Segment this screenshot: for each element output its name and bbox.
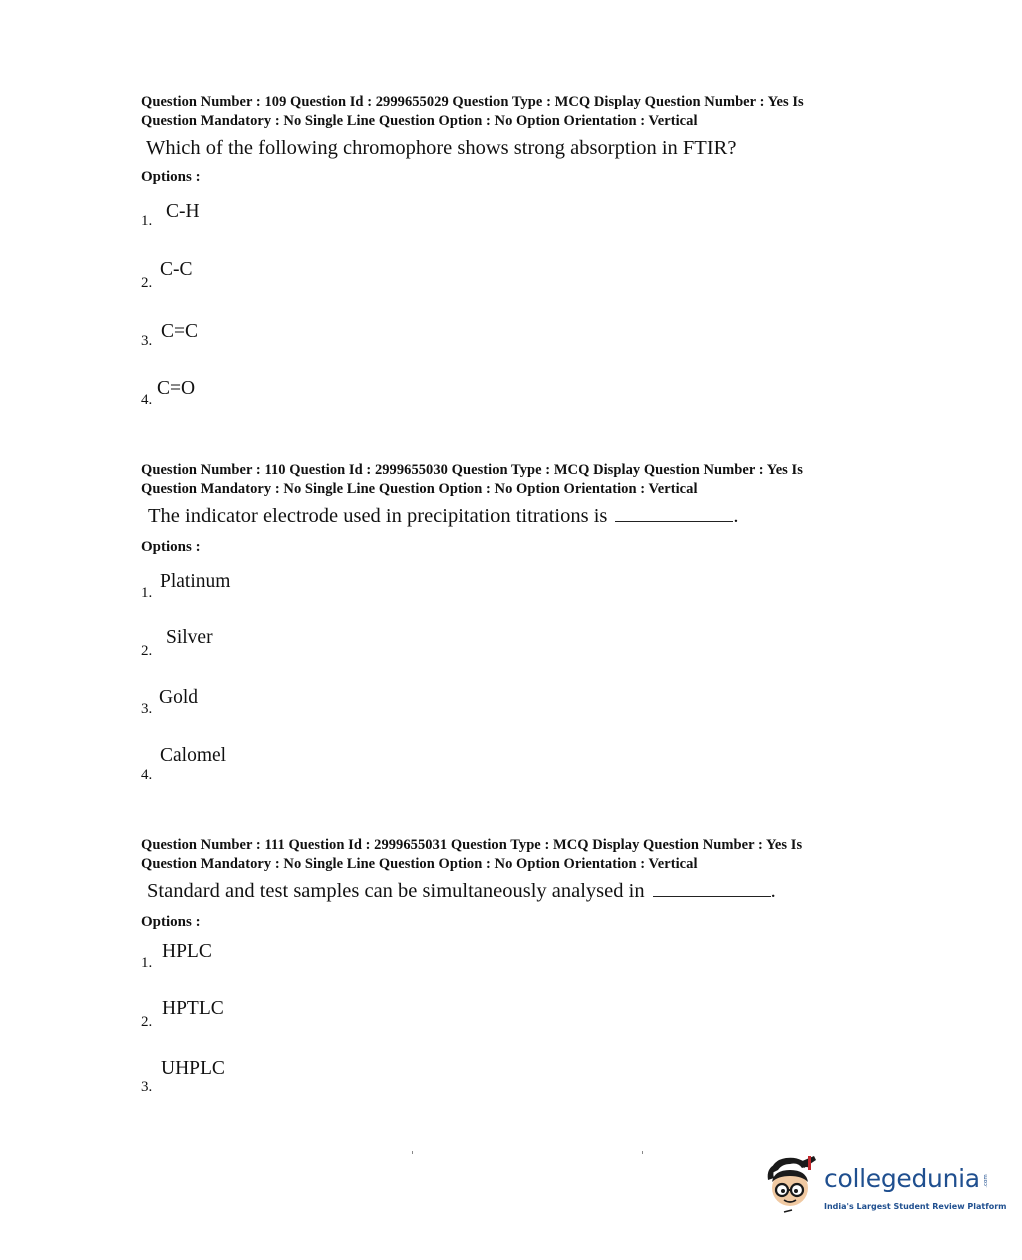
question-meta bbox=[141, 836, 901, 874]
question-109 bbox=[141, 93, 901, 408]
question-meta-line-2: Question Mandatory : No Single Line Question Option : No Option Orientation : Vertical bbox=[141, 481, 698, 497]
option-number: 1. bbox=[141, 213, 153, 229]
option-text: Platinum bbox=[160, 571, 231, 592]
logo-wordmark: collegedunia bbox=[824, 1164, 980, 1193]
logo-suffix: .com bbox=[982, 1174, 989, 1188]
question-text-line bbox=[147, 878, 901, 904]
scan-mark bbox=[642, 1151, 643, 1154]
option-number: 2. bbox=[141, 275, 153, 291]
collegedunia-logo bbox=[762, 1152, 1007, 1222]
question-meta-line-2: Question Mandatory : No Single Line Question Option : No Option Orientation : Vertical bbox=[141, 856, 698, 872]
option-number: 3. bbox=[141, 1079, 153, 1095]
question-text: Which of the following chromophore shows strong absorption in FTIR? bbox=[146, 137, 737, 159]
option-text: UHPLC bbox=[161, 1058, 225, 1079]
question-111 bbox=[141, 836, 901, 1095]
question-meta bbox=[141, 93, 901, 131]
option-number: 4. bbox=[141, 392, 153, 408]
option-text: C-H bbox=[166, 201, 200, 222]
option-number: 3. bbox=[141, 333, 153, 349]
question-end-punct: . bbox=[770, 880, 776, 902]
question-meta-line-1: Question Number : 109 Question Id : 2999655029 Question Type : MCQ Display Question Number : Yes Is bbox=[141, 94, 804, 110]
question-110 bbox=[141, 461, 901, 783]
answer-blank bbox=[615, 503, 733, 522]
option-text: HPTLC bbox=[162, 998, 224, 1019]
option-number: 2. bbox=[141, 1014, 153, 1030]
option-text: C-C bbox=[160, 259, 193, 280]
option-number: 3. bbox=[141, 701, 153, 717]
options-label: Options : bbox=[141, 914, 201, 930]
option-text: C=C bbox=[161, 321, 199, 342]
options-label: Options : bbox=[141, 169, 201, 185]
question-meta-line-2: Question Mandatory : No Single Line Question Option : No Option Orientation : Vertical bbox=[141, 113, 698, 129]
option-text: C=O bbox=[157, 378, 196, 399]
question-text: The indicator electrode used in precipitation titrations is bbox=[148, 505, 608, 527]
options-label: Options : bbox=[141, 539, 201, 555]
question-text-line bbox=[148, 503, 901, 529]
question-meta bbox=[141, 461, 901, 499]
mascot-icon bbox=[762, 1152, 822, 1222]
option-text: Silver bbox=[166, 627, 213, 648]
option-number: 4. bbox=[141, 767, 153, 783]
option-text: HPLC bbox=[162, 941, 212, 962]
question-meta-line-1: Question Number : 111 Question Id : 2999655031 Question Type : MCQ Display Question Number : Yes Is bbox=[141, 837, 803, 853]
scan-mark bbox=[412, 1151, 413, 1154]
answer-blank bbox=[653, 878, 771, 897]
option-number: 1. bbox=[141, 955, 153, 971]
option-number: 1. bbox=[141, 585, 153, 601]
question-end-punct: . bbox=[733, 505, 739, 527]
option-text: Calomel bbox=[160, 745, 227, 766]
option-text: Gold bbox=[159, 687, 198, 708]
logo-tagline: India's Largest Student Review Platform bbox=[824, 1202, 1007, 1211]
question-meta-line-1: Question Number : 110 Question Id : 2999655030 Question Type : MCQ Display Question Number : Yes Is bbox=[141, 462, 803, 478]
option-number: 2. bbox=[141, 643, 153, 659]
question-text: Standard and test samples can be simultaneously analysed in bbox=[147, 880, 645, 902]
